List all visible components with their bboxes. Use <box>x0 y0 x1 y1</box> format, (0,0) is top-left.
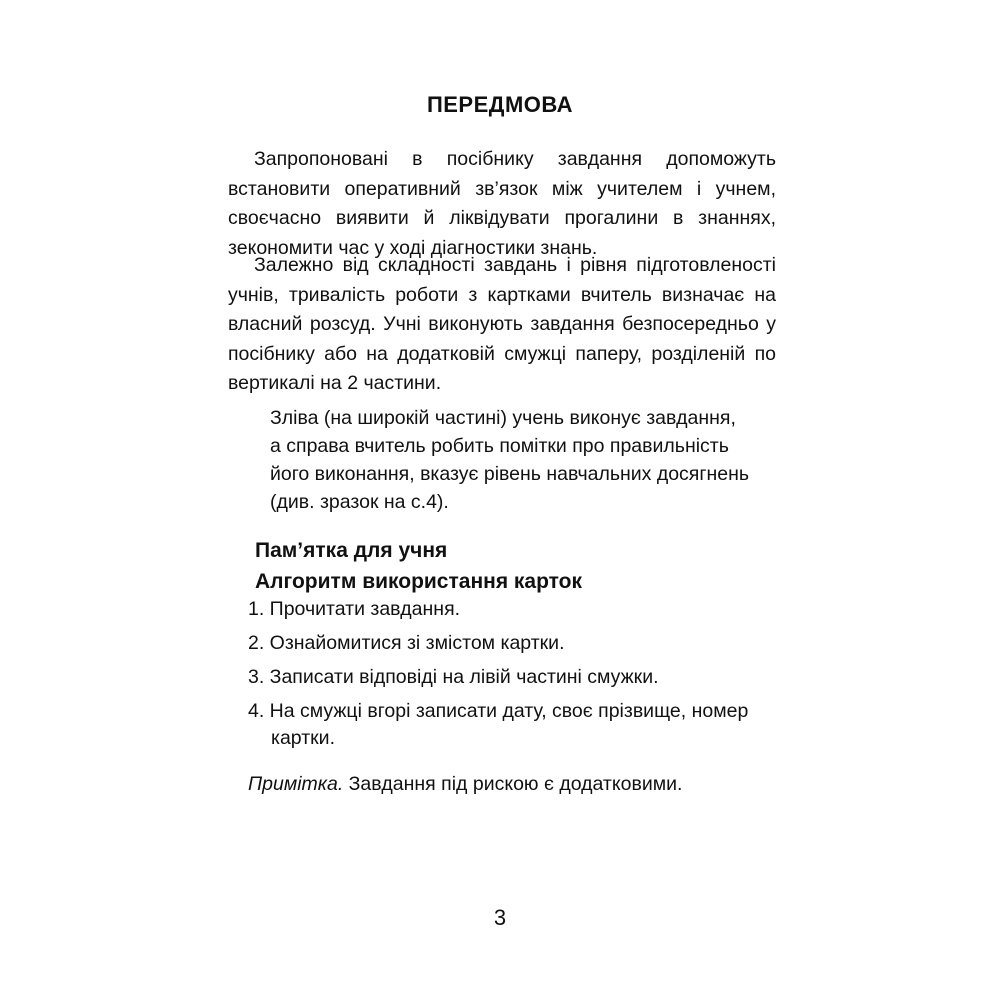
memo-heading: Пам’ятка для учня <box>255 539 448 562</box>
page-title: ПЕРЕДМОВА <box>426 92 574 117</box>
list-item: 1. Прочитати завдання. <box>248 598 461 620</box>
memo-subheading: Алгоритм використання карток <box>255 570 582 593</box>
page-number: 3 <box>493 905 507 930</box>
intro-paragraph-1: Запропоновані в посібнику завдання допоможуть встановити оперативний зв’язок між учителем і учнем, своєчасно виявити й ліквідувати прогалини в знаннях, зекономити час у ході діагностики знань. <box>228 148 776 259</box>
list-item: 3. Записати відповіді на лівій частині смужки. <box>248 666 659 688</box>
list-item: 2. Ознайомитися зі змістом картки. <box>248 632 565 654</box>
instructions-line: Зліва (на широкій частині) учень виконує завдання, <box>270 407 736 429</box>
note <box>248 770 682 798</box>
note-text: Завдання під рискою є додатковими. <box>348 773 683 795</box>
instructions-line: а справа вчитель робить помітки про правильність <box>270 435 729 457</box>
list-item: 4. На смужці вгорі записати дату, своє прізвище, номер картки. <box>248 700 749 749</box>
instructions-line: (див. зразок на с.4). <box>270 491 449 513</box>
note-label: Примітка. <box>248 773 344 795</box>
memo-heading-block <box>255 535 582 597</box>
instructions-line: його виконання, вказує рівень навчальних досягнень <box>270 463 750 485</box>
teacher-instructions-block <box>270 404 782 516</box>
algorithm-steps-list <box>248 596 788 759</box>
intro-paragraph-2: Залежно від складності завдань і рівня підготовленості учнів, тривалість роботи з картками вчитель визначає на власний розсуд. Учні виконують завдання безпосередньо у посібнику або на додатковій смужці паперу, розділеній по вертикалі на 2 частини. <box>228 254 776 394</box>
